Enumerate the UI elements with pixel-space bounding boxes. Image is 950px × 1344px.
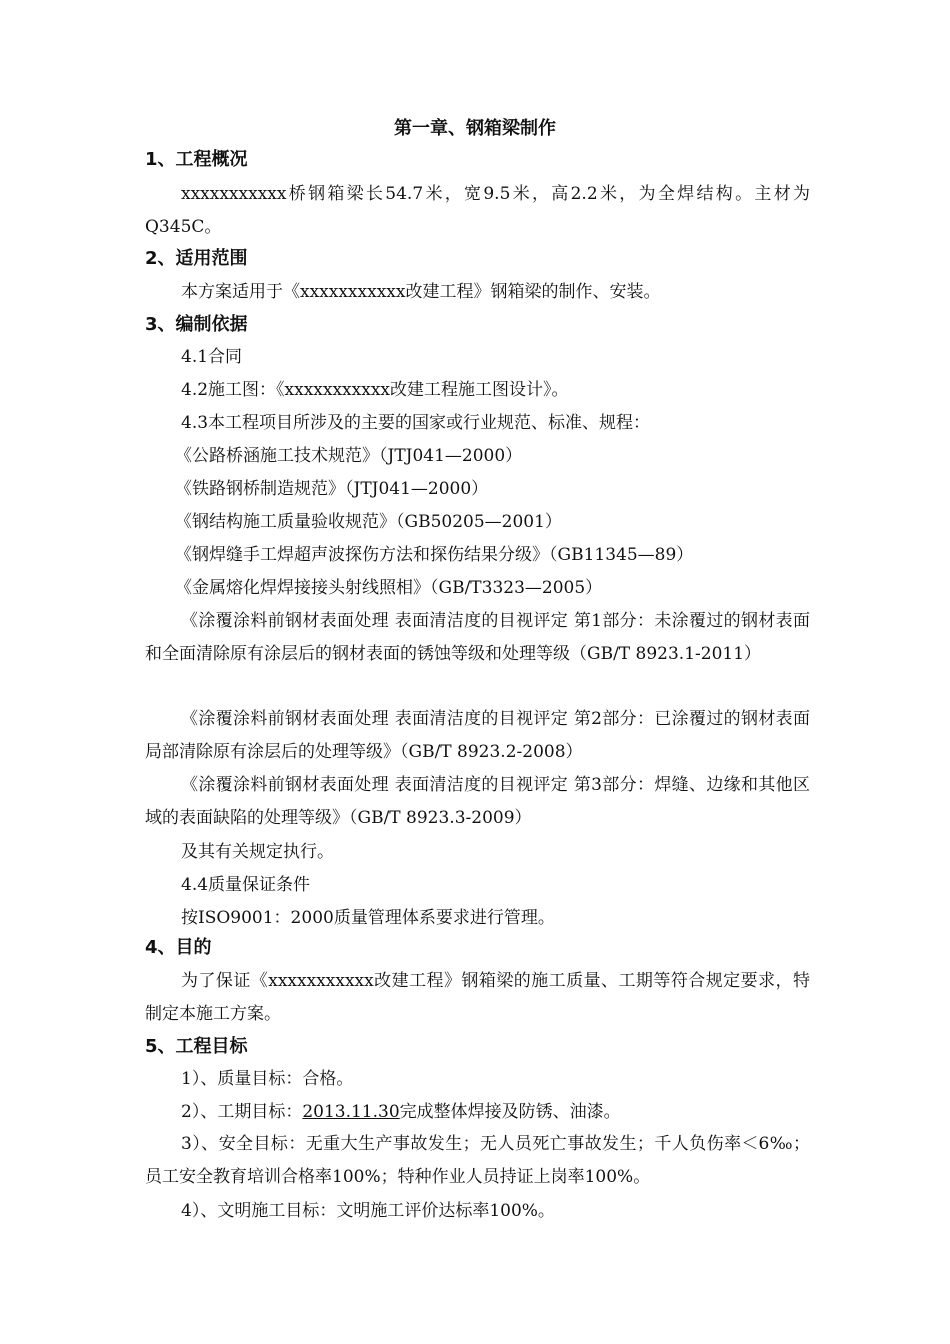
- standard-item: 《铁路钢桥制造规范》（JTJ041—2000）: [175, 479, 489, 499]
- goal-quality: 1）、质量目标：合格。: [181, 1069, 354, 1089]
- standard-item: 《公路桥涵施工技术规范》（JTJ041—2000）: [175, 446, 523, 466]
- standard-item: 《涂覆涂料前钢材表面处理 表面清洁度的目视评定 第3部分：焊缝、边缘和其他区域的表面缺陷的处理等级》（GB/T 8923.3-2009）: [145, 775, 810, 828]
- goal-civilized-construction: 4）、文明施工目标：文明施工评价达标率100%。: [181, 1201, 555, 1221]
- basis-standards-intro: 4.3本工程项目所涉及的主要的国家或行业规范、标准、规程：: [181, 413, 651, 433]
- goal-schedule-label: 2）、工期目标：: [181, 1102, 303, 1122]
- section-heading-1: 1、工程概况: [145, 149, 248, 170]
- quality-assurance-title: 4.4质量保证条件: [181, 875, 311, 895]
- standard-item: 《钢焊缝手工焊超声波探伤方法和探伤结果分级》（GB11345—89）: [175, 545, 694, 565]
- standard-item: 《涂覆涂料前钢材表面处理 表面清洁度的目视评定 第1部分：未涂覆过的钢材表面和全面清除原有涂层后的钢材表面的锈蚀等级和处理等级（GB/T 8923.1-2011）: [145, 611, 810, 664]
- basis-contract: 4.1合同: [181, 347, 243, 367]
- basis-other-rules: 及其有关规定执行。: [181, 842, 334, 862]
- goal-schedule-date: 2013.11.30: [302, 1102, 400, 1122]
- goal-schedule: [181, 1099, 621, 1125]
- section-4-paragraph: 为了保证《xxxxxxxxxxx改建工程》钢箱梁的施工质量、工期等符合规定要求，特制定本施工方案。: [145, 971, 810, 1024]
- chapter-title: 第一章、钢箱梁制作: [394, 118, 556, 139]
- standard-item: 《涂覆涂料前钢材表面处理 表面清洁度的目视评定 第2部分：已涂覆过的钢材表面局部清除原有涂层后的处理等级》（GB/T 8923.2-2008）: [145, 709, 810, 762]
- section-heading-5: 5、工程目标: [145, 1036, 248, 1057]
- quality-assurance-text: 按ISO9001：2000质量管理体系要求进行管理。: [181, 908, 555, 928]
- goal-schedule-text: 完成整体焊接及防锈、油漆。: [399, 1102, 621, 1122]
- standard-item: 《钢结构施工质量验收规范》（GB50205—2001）: [175, 512, 562, 532]
- standard-item: 《金属熔化焊焊接接头射线照相》（GB/T3323—2005）: [175, 578, 603, 598]
- basis-drawings: 4.2施工图：《xxxxxxxxxxx改建工程施工图设计》。: [181, 380, 569, 400]
- section-heading-3: 3、编制依据: [145, 314, 248, 335]
- section-2-paragraph: 本方案适用于《xxxxxxxxxxx改建工程》钢箱梁的制作、安装。: [181, 282, 661, 302]
- section-heading-2: 2、适用范围: [145, 248, 248, 269]
- section-1-paragraph: xxxxxxxxxxx桥钢箱梁长54.7米，宽9.5米，高2.2米，为全焊结构。主材为Q345C。: [145, 184, 810, 237]
- goal-safety: 3）、安全目标：无重大生产事故发生；无人员死亡事故发生；千人负伤率＜6‰；员工安全教育培训合格率100%；特种作业人员持证上岗率100%。: [145, 1134, 810, 1187]
- section-heading-4: 4、目的: [145, 937, 212, 958]
